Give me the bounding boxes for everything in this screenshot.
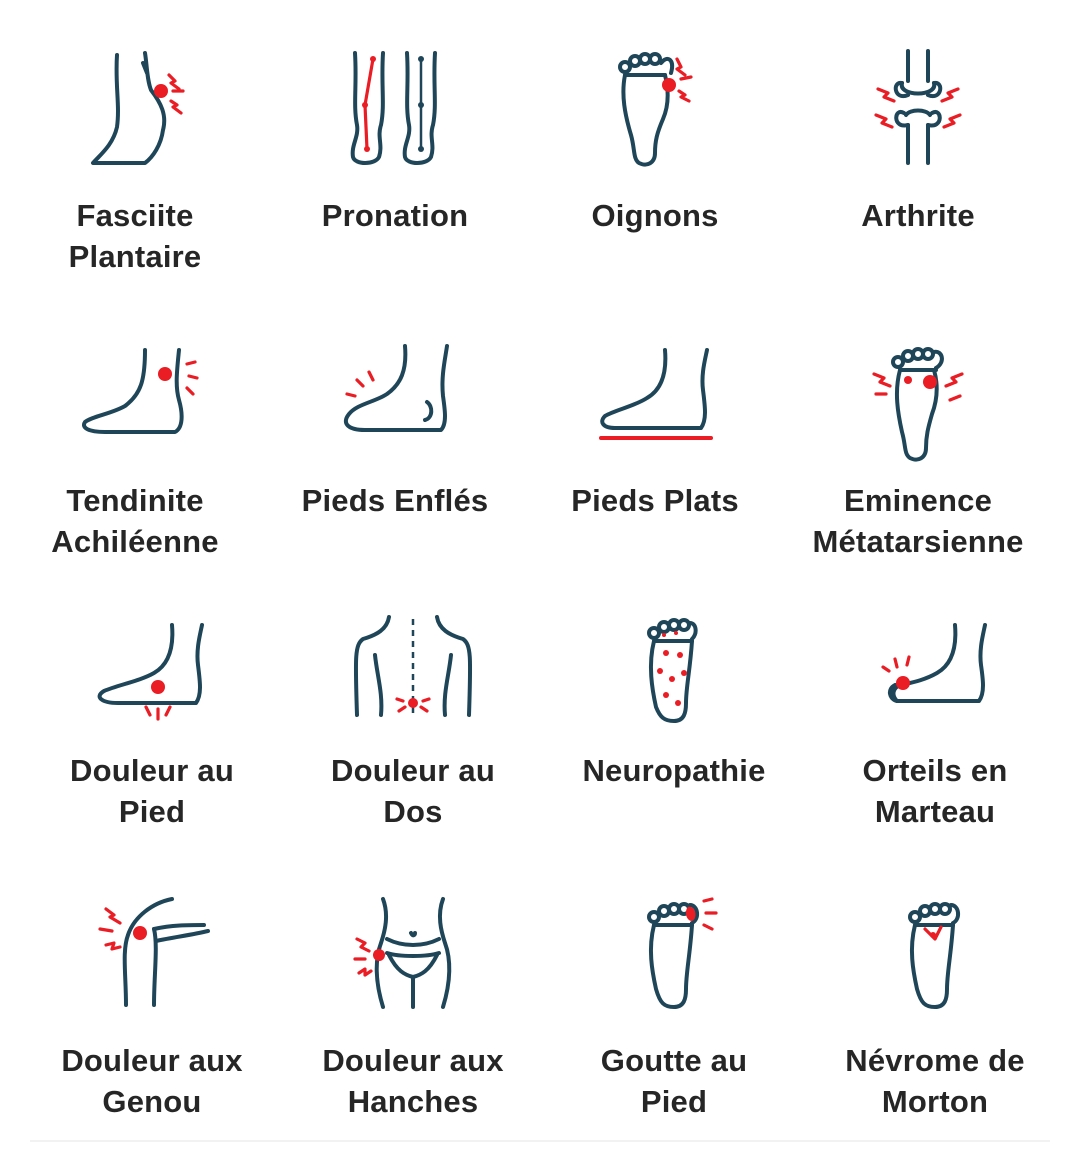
knee-pain-icon: [92, 895, 212, 1025]
condition-label: Goutte au Pied: [600, 1043, 748, 1119]
morton-neuroma-icon: [875, 895, 995, 1025]
condition-label: Neuropathie: [582, 753, 766, 788]
flat-foot-icon: [595, 340, 715, 470]
condition-label: Douleur aux Hanches: [322, 1043, 504, 1119]
swollen-foot-icon: [335, 340, 455, 470]
pronation-legs-icon: [335, 45, 455, 175]
joint-icon: [858, 45, 978, 175]
condition-label: Pronation: [321, 198, 469, 233]
bunion-foot-icon: [595, 45, 715, 175]
condition-label: Névrome de Morton: [845, 1043, 1025, 1119]
condition-label: Pieds Enflés: [301, 483, 489, 518]
arch-pain-icon: [92, 615, 212, 745]
condition-label: Fasciite Plantaire: [68, 198, 202, 274]
condition-label: Douleur aux Genou: [61, 1043, 243, 1119]
condition-label: Eminence Métatarsienne: [812, 483, 1024, 559]
condition-label: Douleur au Pied: [70, 753, 234, 829]
bottom-divider: [30, 1140, 1050, 1142]
condition-label: Orteils en Marteau: [862, 753, 1008, 829]
gout-toe-icon: [614, 895, 734, 1025]
achilles-ankle-icon: [75, 340, 195, 470]
heel-pain-icon: [75, 45, 195, 175]
hammer-toe-icon: [875, 615, 995, 745]
condition-label: Douleur au Dos: [331, 753, 495, 829]
back-pain-icon: [353, 615, 473, 745]
condition-label: Arthrite: [861, 198, 975, 233]
condition-label: Pieds Plats: [571, 483, 739, 518]
hip-pain-icon: [353, 895, 473, 1025]
metatarsal-foot-icon: [858, 340, 978, 470]
condition-label: Tendinite Achiléenne: [51, 483, 219, 559]
condition-label: Oignons: [591, 198, 719, 233]
neuropathy-foot-icon: [614, 615, 734, 745]
